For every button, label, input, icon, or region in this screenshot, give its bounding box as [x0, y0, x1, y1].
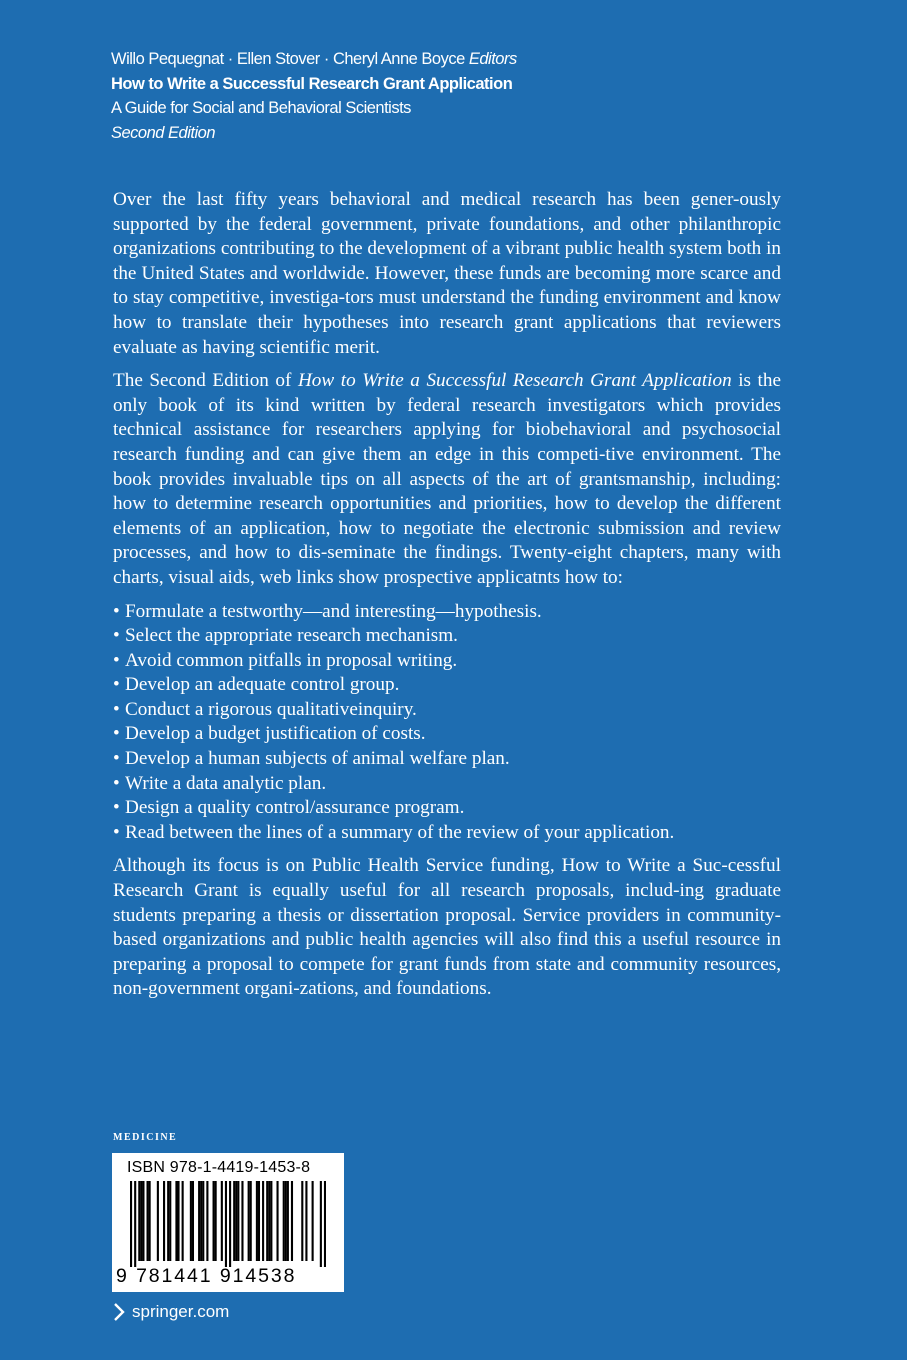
- editors-line: [111, 47, 791, 72]
- barcode-bar: [237, 1181, 239, 1261]
- barcode-bar: [291, 1181, 293, 1261]
- barcode-bar: [301, 1181, 303, 1261]
- barcode-bar: [268, 1181, 270, 1261]
- barcode-bar: [169, 1181, 171, 1261]
- barcode-bar: [206, 1181, 208, 1261]
- barcode-bar: [190, 1181, 192, 1261]
- barcode-bar: [248, 1181, 250, 1261]
- bullet-symbol: •: [113, 674, 120, 696]
- barcode-bar: [202, 1181, 204, 1261]
- barcode-bar: [157, 1181, 159, 1261]
- list-item: [113, 796, 781, 821]
- barcode-bar: [175, 1181, 177, 1261]
- barcode-bar: [177, 1181, 179, 1261]
- book-edition: Second Edition: [111, 123, 215, 142]
- barcode-bars-icon: [130, 1181, 326, 1267]
- barcode-bar: [276, 1181, 278, 1261]
- bullet-symbol: •: [113, 748, 120, 770]
- subject-category: MEDICINE: [113, 1132, 178, 1143]
- barcode-bar: [167, 1181, 169, 1261]
- barcode-bar: [138, 1181, 140, 1261]
- blurb-paragraph-2: [113, 369, 781, 590]
- list-item-text: Write a data analytic plan.: [125, 772, 327, 794]
- list-item: [113, 747, 781, 772]
- bullet-symbol: •: [113, 821, 120, 843]
- barcode-bar: [312, 1181, 314, 1261]
- barcode-digits: 9 781441 914538: [116, 1265, 297, 1287]
- list-item-text: Develop an adequate control group.: [125, 674, 400, 696]
- isbn-barcode: [112, 1153, 344, 1292]
- barcode-bar: [192, 1181, 194, 1261]
- barcode-bar: [163, 1181, 165, 1261]
- barcode-bar: [283, 1181, 285, 1261]
- list-item: [113, 821, 781, 846]
- list-item: [113, 722, 781, 747]
- barcode-bar: [235, 1181, 237, 1261]
- list-item-text: Develop a budget justification of costs.: [125, 723, 426, 745]
- bullet-symbol: •: [113, 772, 120, 794]
- barcode-bar: [320, 1181, 322, 1267]
- list-item: [113, 624, 781, 649]
- barcode-bar: [200, 1181, 202, 1261]
- barcode-bar: [270, 1181, 272, 1261]
- barcode-bar: [229, 1181, 231, 1267]
- bullet-symbol: •: [113, 600, 120, 622]
- book-subtitle: A Guide for Social and Behavioral Scientists: [111, 99, 411, 117]
- publisher-website: springer.com: [132, 1302, 230, 1321]
- barcode-bar: [147, 1181, 149, 1261]
- bullet-symbol: •: [113, 723, 120, 745]
- blurb-paragraph-2-title: How to Write a Successful Research Grant Application: [297, 370, 732, 392]
- barcode-bar: [198, 1181, 200, 1261]
- chevron-right-icon: [112, 1302, 126, 1322]
- list-item-text: Read between the lines of a summary of the review of your application.: [125, 821, 675, 843]
- barcode-bar: [285, 1181, 287, 1261]
- list-item-text: Conduct a rigorous qualitativeinquiry.: [125, 698, 417, 720]
- barcode-bar: [221, 1181, 223, 1261]
- publisher-link[interactable]: [112, 1302, 229, 1322]
- barcode-bar: [324, 1181, 326, 1267]
- barcode-bar: [266, 1181, 268, 1261]
- barcode-bar: [241, 1181, 243, 1261]
- barcode-bar: [250, 1181, 252, 1261]
- bullet-symbol: •: [113, 649, 120, 671]
- editors-label: Editors: [468, 50, 517, 68]
- list-item: [113, 673, 781, 698]
- list-item-text: Select the appropriate research mechanism.: [125, 625, 458, 647]
- list-item: [113, 698, 781, 723]
- bullet-list: [113, 600, 781, 846]
- barcode-bar: [149, 1181, 151, 1261]
- list-item: [113, 772, 781, 797]
- barcode-bar: [305, 1181, 307, 1261]
- barcode-bar: [142, 1181, 144, 1261]
- blurb-paragraph-2-prefix: The Second Edition of: [113, 370, 298, 392]
- bullet-symbol: •: [113, 698, 120, 720]
- barcode-bar: [225, 1181, 227, 1267]
- cover-header: [111, 47, 791, 145]
- list-item-text: Design a quality control/assurance program.: [125, 797, 465, 819]
- list-item-text: Formulate a testworthy—and interesting—hypothesis.: [125, 600, 542, 622]
- barcode-bar: [233, 1181, 235, 1261]
- list-item-text: Develop a human subjects of animal welfare plan.: [125, 748, 510, 770]
- barcode-bar: [258, 1181, 260, 1261]
- blurb: [113, 188, 781, 1011]
- barcode-bar: [256, 1181, 258, 1261]
- list-item-text: Avoid common pitfalls in proposal writing.: [125, 649, 458, 671]
- blurb-paragraph-1: Over the last fifty years behavioral and medical research has been gener-ously supported by the federal government, private foundations, and other philanthropic organizations contributing to the development of a vibrant public health system both in the United States and worldwide. However, these funds are becoming more scarce and to stay competitive, investiga-tors must understand the funding environment and know how to translate their hypotheses into research grant applications that reviewers evaluate as having scientific merit.: [113, 189, 781, 358]
- bullet-symbol: •: [113, 625, 120, 647]
- editors-names: Willo Pequegnat · Ellen Stover · Cheryl Anne Boyce: [111, 50, 465, 68]
- barcode-bar: [140, 1181, 142, 1261]
- barcode-bar: [287, 1181, 289, 1261]
- book-title: How to Write a Successful Research Grant Application: [111, 74, 513, 93]
- blurb-paragraph-3: Although its focus is on Public Health Service funding, How to Write a Suc-cessful Research Grant is equally useful for all research proposals, includ-ing graduate students preparing a thesis or dissertation proposal. Service providers in community-based organizations and public health agencies will also find this a useful resource in preparing a proposal to compete for grant funds from state and community resources, non-government organi-zations, and foundations.: [113, 855, 781, 1000]
- list-item: [113, 649, 781, 674]
- blurb-paragraph-2-rest: is the only book of its kind written by federal research investigators which provides technical assistance for researchers applying for biobehavioral and psychosocial research funding and can give them an edge in this competi-tive environment. The book provides invaluable tips on all aspects of the art of grantsmanship, including: how to determine research opportunities and priorities, how to develop the different elements of an application, how to negotiate the electronic submission and review processes, and how to dis-seminate the findings. Twenty-eight chapters, many with charts, visual aids, web links show prospective applicatnts how to:: [113, 370, 782, 588]
- list-item: [113, 600, 781, 625]
- isbn-label: ISBN 978-1-4419-1453-8: [127, 1159, 311, 1176]
- barcode-bar: [182, 1181, 184, 1261]
- barcode-bar: [215, 1181, 217, 1261]
- barcode-bar: [213, 1181, 215, 1261]
- barcode-bar: [134, 1181, 136, 1267]
- barcode-bar: [262, 1181, 264, 1261]
- barcode-bar: [130, 1181, 132, 1267]
- bullet-symbol: •: [113, 797, 120, 819]
